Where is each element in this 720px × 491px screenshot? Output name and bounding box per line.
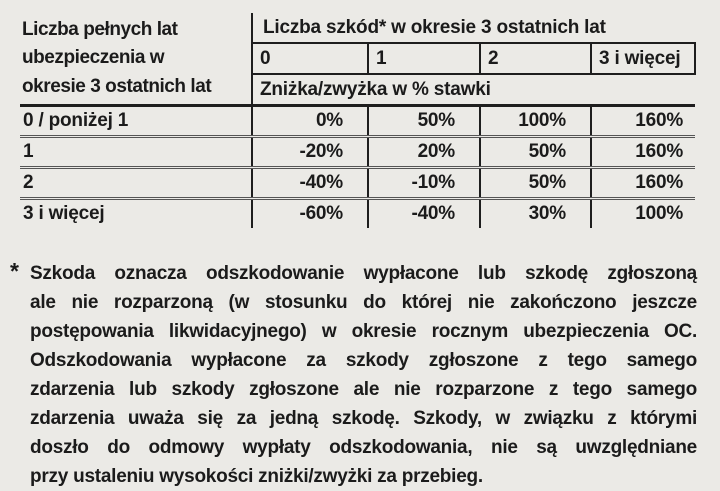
rate-cell: -40%: [368, 199, 480, 229]
footnote-text: [30, 259, 697, 491]
years-insured-header: [20, 13, 252, 106]
footnote-asterisk-marker: *: [10, 258, 19, 284]
footnote-line: zdarzenia uważa się za jedną szkodę. Szkody, w związku z którymi: [30, 408, 697, 429]
footnote-line: ale nie rozparzoną (w stosunku do której nie zakończono jeszcze: [30, 292, 697, 313]
claims-col-0: 0: [252, 43, 368, 74]
footnote-line: Odszkodowania wypłacone za szkody zgłoszone z tego samego: [30, 350, 697, 371]
footnote-line: Szkoda oznacza odszkodowanie wypłacone lub szkodę zgłoszoną: [30, 263, 697, 284]
rate-table: [20, 13, 696, 228]
rate-cell: 50%: [480, 137, 591, 168]
rate-cell: 20%: [368, 137, 480, 168]
discount-surcharge-subheader: Zniżka/zwyżka w % stawki: [252, 74, 695, 106]
claims-col-1: 1: [368, 43, 480, 74]
claims-col-2: 2: [480, 43, 591, 74]
footnote-line: przy ustaleniu wysokości zniżki/zwyżki za przebieg.: [30, 466, 483, 487]
row-label: 1: [20, 137, 252, 168]
table-row: [20, 168, 695, 199]
table-row: [20, 199, 695, 229]
footnote: [10, 259, 720, 491]
rate-cell: 160%: [635, 110, 684, 131]
footnote-line: postępowania likwidacyjnego) w okresie rocznym ubezpieczenia OC.: [30, 321, 697, 342]
rate-cell: 100%: [480, 106, 591, 137]
rate-cell: 160%: [591, 137, 695, 168]
footnote-line: doszło do odmowy wypłaty odszkodowania, nie są uwzględniane: [30, 437, 697, 458]
table-row: [20, 137, 695, 168]
rate-cell: 0%: [252, 106, 368, 137]
rate-cell: 50%: [480, 168, 591, 199]
years-header-line: okresie 3 ostatnich lat: [22, 75, 212, 97]
row-label: 3 i więcej: [20, 199, 252, 229]
rate-cell: -20%: [252, 137, 368, 168]
rate-cell: 160%: [591, 168, 695, 199]
row-label: 2: [20, 168, 252, 199]
claims-col-3: 3 i więcej: [591, 43, 695, 74]
rate-cell: -40%: [252, 168, 368, 199]
rate-cell: 50%: [368, 106, 480, 137]
rate-cell: 30%: [480, 199, 591, 229]
years-header-line: ubezpieczenia w: [22, 47, 165, 69]
claims-count-header: Liczba szkód* w okresie 3 ostatnich lat: [252, 13, 695, 43]
rate-cell: -10%: [368, 168, 480, 199]
row-label: 0 / poniżej 1: [20, 106, 252, 137]
rate-cell: 100%: [591, 199, 695, 229]
footnote-line: zdarzenia lub szkody zgłoszone ale nie rozparzone z tego samego: [30, 379, 697, 400]
years-header-line: Liczba pełnych lat: [22, 19, 178, 40]
table-row: [20, 106, 695, 137]
rate-cell: -60%: [252, 199, 368, 229]
